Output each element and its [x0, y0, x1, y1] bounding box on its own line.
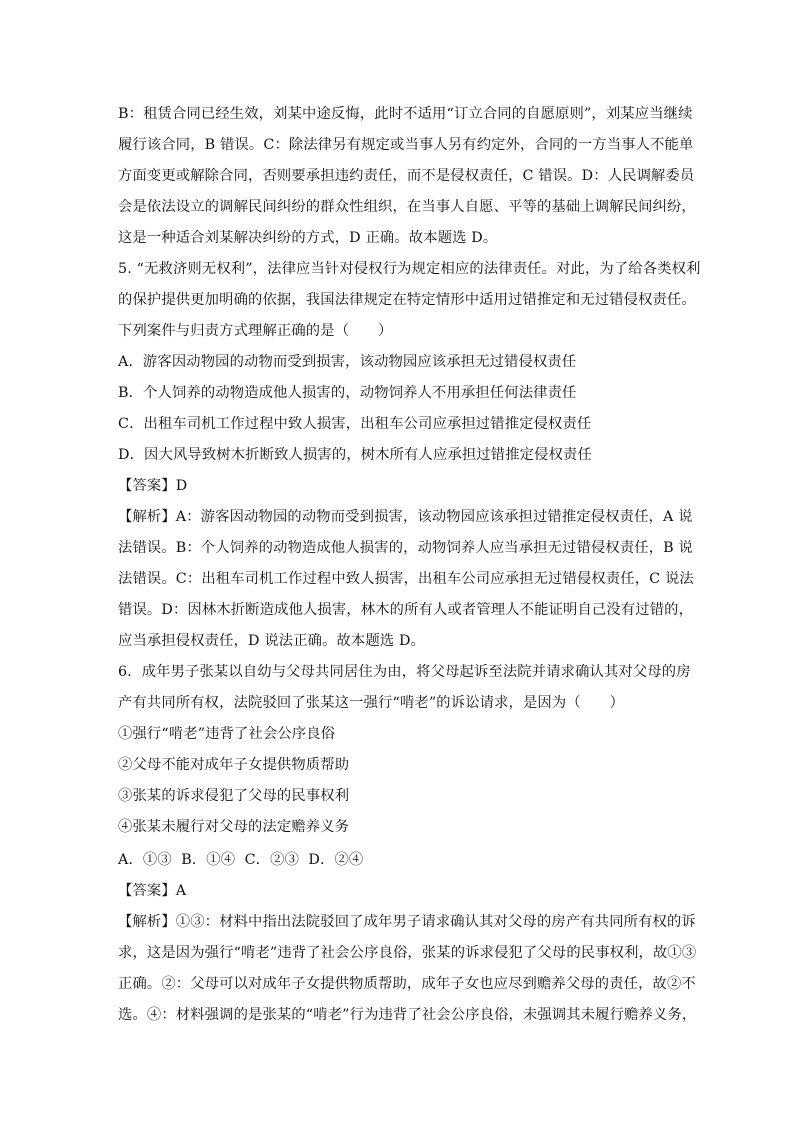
q6-statement-3: ③张某的诉求侵犯了父母的民事权利: [118, 788, 350, 804]
q6-analysis-line-2: 求，这是因为强行“啃老”违背了社会公序良俗，张某的诉求侵犯了父母的民事权利，故①③: [118, 945, 697, 961]
q6-analysis-line-3: 正确。②：父母可以对成年子女提供物质帮助，成年子女也应尽到赡养父母的责任，故②不: [118, 976, 696, 992]
q5-option-b: B．个人饲养的动物造成他人损害的，动物饲养人不用承担任何法律责任: [118, 385, 577, 401]
q6-stem-line-2: 产有共同所有权，法院驳回了张某这一强行“啃老”的诉讼请求，是因为（ ）: [118, 695, 625, 711]
q6-statement-4: ④张某未履行对父母的法定赡养义务: [118, 819, 350, 835]
q6-statement-1: ①强行“啃老”违背了社会公序良俗: [118, 726, 336, 742]
q5-option-d: D．因大风导致树木折断致人损害的，树木所有人应承担过错推定侵权责任: [118, 447, 592, 463]
q6-analysis-line-1: 【解析】①③：材料中指出法院驳回了成年男子请求确认其对父母的房产有共同所有权的诉: [118, 914, 696, 930]
q5-analysis-line-5: 应当承担侵权责任，D 说法正确。故本题选 D。: [118, 633, 426, 649]
q4-explanation-line-5: 这是一种适合刘某解决纠纷的方式，D 正确。故本题选 D。: [118, 230, 498, 246]
q4-explanation-line-3: 方面变更或解除合同，否则要承担违约责任，而不是侵权责任，C 错误。D：人民调解委员: [118, 168, 695, 184]
q6-statement-2: ②父母不能对成年子女提供物质帮助: [118, 757, 350, 773]
q5-option-c: C．出租车司机工作过程中致人损害，出租车公司应承担过错推定侵权责任: [118, 416, 592, 432]
q5-stem-line-3: 下列案件与归责方式理解正确的是（ ）: [118, 323, 393, 339]
q4-explanation-line-4: 会是依法设立的调解民间纠纷的群众性组织，在当事人自愿、平等的基础上调解民间纠纷，: [118, 199, 696, 215]
q6-analysis-line-4: 选。④：材料强调的是张某的“啃老”行为违背了社会公序良俗，未强调其未履行赡养义务，: [118, 1007, 697, 1023]
q4-explanation-line-2: 履行该合同，B 错误。C：除法律另有规定或当事人另有约定外，合同的一方当事人不能单: [118, 137, 694, 153]
q5-analysis-line-2: 法错误。B：个人饲养的动物造成他人损害的，动物饲养人应当承担无过错侵权责任，B 说: [118, 540, 693, 556]
q5-answer: 【答案】D: [118, 478, 188, 494]
q6-stem-line-1: 6．成年男子张某以自幼与父母共同居住为由，将父母起诉至法院并请求确认其对父母的房: [118, 664, 691, 680]
q5-stem-line-2: 的保护提供更加明确的依据，我国法律规定在特定情形中适用过错推定和无过错侵权责任。: [118, 292, 696, 308]
q6-options: A．①③ B．①④ C．②③ D．②④: [118, 852, 364, 868]
q5-analysis-line-1: 【解析】A：游客因动物园的动物而受到损害，该动物园应该承担过错推定侵权责任，A 说: [118, 509, 693, 525]
q6-answer: 【答案】A: [118, 883, 187, 899]
q5-analysis-line-3: 法错误。C：出租车司机工作过程中致人损害，出租车公司应承担无过错侵权责任，C 说法: [118, 571, 694, 587]
q5-option-a: A．游客因动物园的动物而受到损害，该动物园应该承担无过错侵权责任: [118, 354, 577, 370]
q5-analysis-line-4: 错误。D：因林木折断造成他人损害，林木的所有人或者管理人不能证明自己没有过错的，: [118, 602, 694, 618]
q4-explanation-line-1: B：租赁合同已经生效，刘某中途反悔，此时不适用“订立合同的自愿原则”，刘某应当继续: [118, 106, 693, 122]
q5-stem-line-1: 5. “无救济则无权利”，法律应当针对侵权行为规定相应的法律责任。对此，为了给各类权利: [118, 261, 701, 277]
